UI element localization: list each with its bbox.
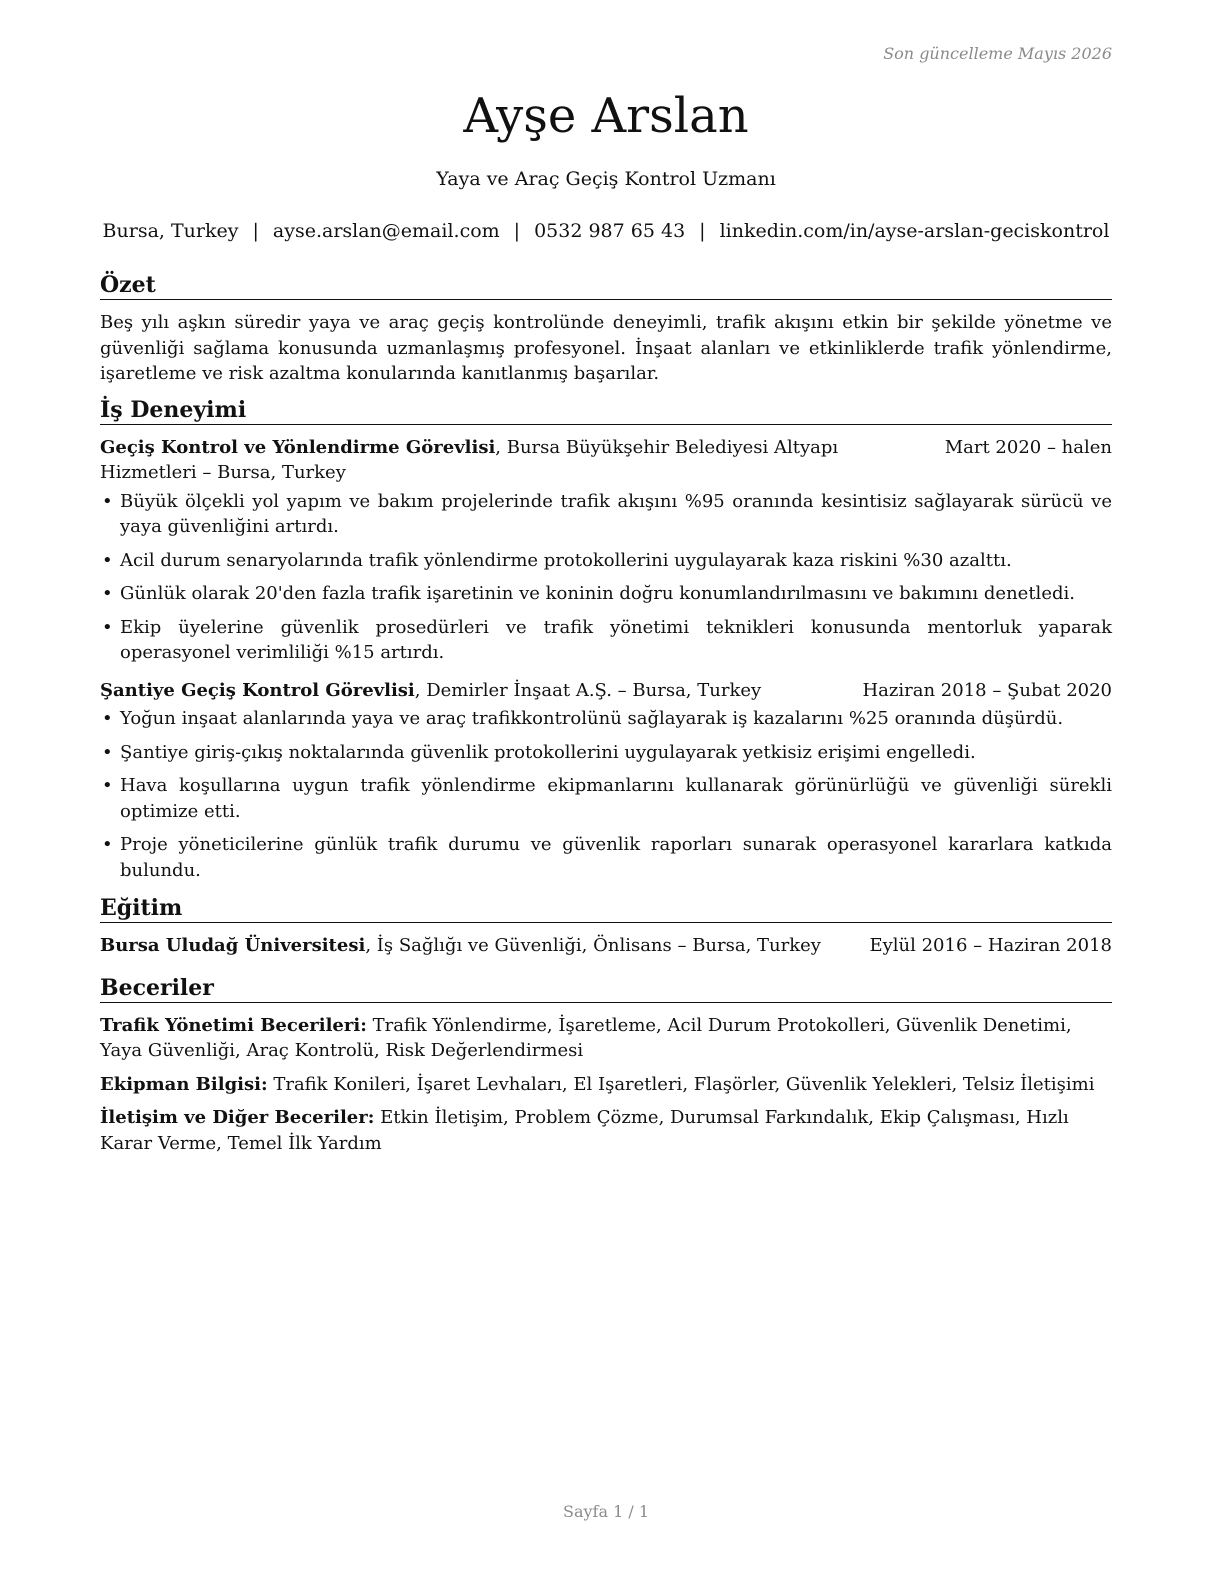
bullet-item: • Günlük olarak 20'den fazla trafik işaretinin ve koninin doğru konumlandırılmasını ve bakımını denetledi.	[100, 581, 1112, 607]
job-header	[100, 435, 1112, 486]
section-title-education: Eğitim	[100, 895, 1112, 923]
job-entry	[100, 435, 1112, 666]
last-updated-note: Son güncelleme Mayıs 2026	[883, 44, 1112, 63]
job-entry	[100, 678, 1112, 884]
job-dates: Haziran 2018 – Şubat 2020	[862, 679, 1112, 701]
bullet-item: • Acil durum senaryolarında trafik yönlendirme protokollerini uygulayarak kaza riskini %30 azalttı.	[100, 548, 1112, 574]
contact-line	[100, 218, 1112, 244]
contact-separator: |	[252, 220, 259, 242]
bullet-item: • Proje yöneticilerine günlük trafik durumu ve güvenlik raporları sunarak operasyonel kararlara katkıda bulundu.	[100, 832, 1112, 883]
skill-group-items: Trafik Yönlendirme, İşaretleme, Acil Durum Protokolleri, Güvenlik Denetimi, Yaya Güvenliği, Araç Kontrolü, Risk Değerlendirmesi	[100, 1014, 1072, 1061]
job-role: Geçiş Kontrol ve Yönlendirme Görevlisi	[100, 436, 496, 458]
page-number: Sayfa 1 / 1	[562, 1502, 649, 1521]
bullet-item: • Büyük ölçekli yol yapım ve bakım projelerinde trafik akışını %95 oranında kesintisiz sağlayarak sürücü ve yaya güvenliğini artırdı.	[100, 489, 1112, 540]
contact-linkedin[interactable]: linkedin.com/in/ayse-arslan-geciskontrol	[719, 220, 1110, 242]
bullet-item: • Ekip üyelerine güvenlik prosedürleri ve trafik yönetimi teknikleri konusunda mentorluk yaparak operasyonel verimliliği %15 artırdı.	[100, 615, 1112, 666]
skill-group	[100, 1105, 1112, 1156]
skill-group-items: Trafik Konileri, İşaret Levhaları, El Işaretleri, Flaşörler, Güvenlik Yelekleri, Telsiz İletişimi	[267, 1073, 1095, 1095]
candidate-headline: Yaya ve Araç Geçiş Kontrol Uzmanı	[436, 168, 776, 190]
skill-group-items: Etkin İletişim, Problem Çözme, Durumsal Farkındalık, Ekip Çalışması, Hızlı Karar Verme, Temel İlk Yardım	[100, 1107, 1069, 1154]
skill-group-label: İletişim ve Diğer Beceriler:	[100, 1107, 375, 1128]
contact-separator: |	[513, 220, 521, 242]
skill-group-label: Ekipman Bilgisi:	[100, 1073, 268, 1095]
candidate-name: Ayşe Arslan	[463, 88, 749, 144]
education-detail: , İş Sağlığı ve Güvenliği, Önlisans – Bursa, Turkey	[365, 935, 821, 956]
education-school: Bursa Uludağ Üniversitesi	[100, 935, 366, 956]
section-title-experience: İş Deneyimi	[100, 397, 1112, 425]
summary-text: Beş yılı aşkın süredir yaya ve araç geçiş kontrolünde deneyimli, trafik akışını etkin bir şekilde yönetme ve güvenliği sağlama konusunda uzmanlaşmış profesyonel. İnşaat alanları ve etkinliklerde trafik yönlendirme, işaretleme ve risk azaltma konularında kanıtlanmış başarılar.	[100, 312, 1112, 384]
skill-group	[100, 1072, 1112, 1098]
job-org: , Demirler İnşaat A.Ş. – Bursa, Turkey	[414, 679, 762, 701]
job-bullets	[100, 489, 1112, 666]
bullet-item: • Yoğun inşaat alanlarında yaya ve araç trafikkontrolünü sağlayarak iş kazalarını %25 oranında düşürdü.	[100, 706, 1112, 732]
contact-location: Bursa, Turkey	[102, 220, 239, 242]
job-bullets	[100, 706, 1112, 883]
job-role: Şantiye Geçiş Kontrol Görevlisi	[100, 679, 415, 701]
bullet-item: • Hava koşullarına uygun trafik yönlendirme ekipmanlarını kullanarak görünürlüğü ve güvenliği sürekli optimize etti.	[100, 773, 1112, 824]
resume-content	[100, 272, 1112, 1166]
job-dates: Mart 2020 – halen	[944, 436, 1112, 458]
bullet-item: • Şantiye giriş-çıkış noktalarında güvenlik protokollerini uygulayarak yetkisiz erişimi engelledi.	[100, 740, 1112, 766]
job-header	[100, 678, 1112, 704]
section-title-summary: Özet	[100, 272, 1112, 300]
contact-email[interactable]: ayse.arslan@email.com	[272, 220, 500, 242]
education-dates: Eylül 2016 – Haziran 2018	[869, 935, 1112, 956]
section-title-skills: Beceriler	[100, 975, 1112, 1003]
skills-section	[100, 975, 1112, 1157]
resume-page	[100, 0, 1112, 1584]
summary-section	[100, 272, 1112, 387]
skill-group	[100, 1013, 1112, 1064]
skill-group-label: Trafik Yönetimi Becerileri:	[100, 1014, 367, 1036]
contact-phone[interactable]: 0532 987 65 43	[534, 220, 686, 242]
job-org: , Bursa Büyükşehir Belediyesi Altyapı Hizmetleri – Bursa, Turkey	[100, 436, 839, 483]
education-entry	[100, 933, 1112, 959]
contact-separator: |	[699, 220, 706, 242]
experience-section	[100, 397, 1112, 884]
education-section	[100, 895, 1112, 959]
